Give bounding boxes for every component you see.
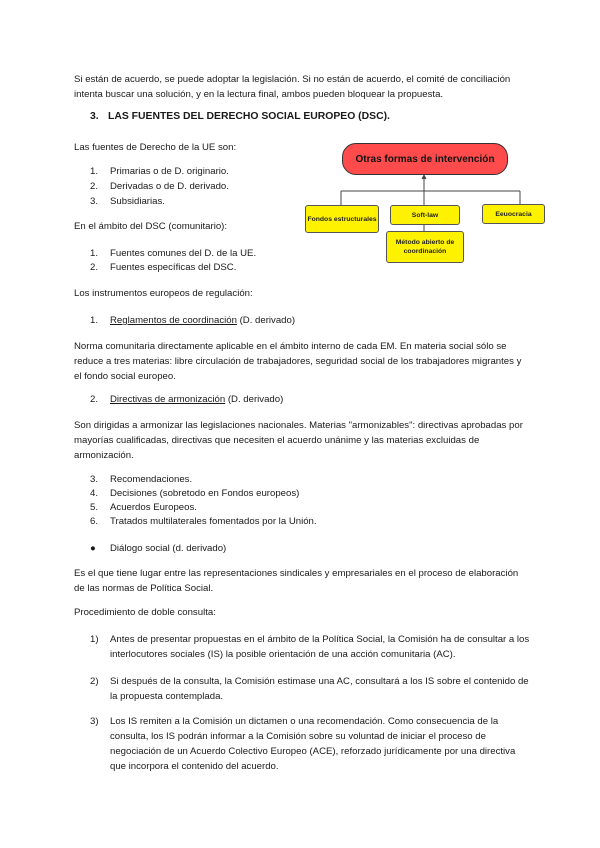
list-item: 4. Decisiones (sobretodo en Fondos europeos) [90, 488, 300, 499]
instrumento-2: 2. Directivas de armonización (D. derivado) [90, 394, 284, 405]
ambito-intro: En el ámbito del DSC (comunitario): [74, 221, 228, 232]
section-number: 3. [90, 111, 99, 122]
list-item: 3. Recomendaciones. [90, 474, 193, 485]
fuentes-intro: Las fuentes de Derecho de la UE son: [74, 142, 237, 153]
instrumento-2-title: Directivas de armonización [110, 394, 226, 405]
instrumentos-intro: Los instrumentos europeos de regulación: [74, 288, 253, 299]
instrumento-2-description: Son dirigidas a armonizar las legislaciones nacionales. Materias "armonizables": directivas aprobadas por mayorías cualificadas, directivas que necesiten el acuerdo unánime y las materias excluidas de armonización. [74, 420, 523, 461]
diagram-node-metodo: Método abierto de coordinación [386, 231, 464, 263]
section-title: LAS FUENTES DEL DERECHO SOCIAL EUROPEO (DSC). [108, 111, 390, 122]
procedimiento-step: 3) Los IS remiten a la Comisión un dictamen o una recomendación. Como consecuencia de la consulta, los IS podrán informar a la Comisión sobre su voluntad de iniciar el proceso de negociación de un Acuerdo Colectivo Europeo (ACE), reforzado jurídicamente por una directiva que incorpora el contenido del acuerdo. [90, 716, 516, 772]
list-item: 5. Acuerdos Europeos. [90, 502, 197, 513]
list-item: 6. Tratados multilaterales fomentados por la Unión. [90, 516, 317, 527]
bullet: ● [90, 543, 96, 554]
instrumento-1-title: Reglamentos de coordinación [110, 315, 237, 326]
procedimiento-title: Procedimiento de doble consulta: [74, 607, 216, 618]
diagram-node-fondos: Fondos estructurales [305, 205, 379, 233]
list-item: 2. Derivadas o de D. derivado. [90, 181, 229, 192]
instrumento-1: 1. Reglamentos de coordinación (D. derivado) [90, 315, 296, 326]
list-item: 1. Fuentes comunes del D. de la UE. [90, 248, 257, 259]
diagram-root-node: Otras formas de intervención [342, 143, 508, 175]
section-heading [90, 111, 390, 122]
procedimiento-step: 1) Antes de presentar propuestas en el ámbito de la Política Social, la Comisión ha de consultar a los interlocutores sociales (IS) la posible orientación de una acción comunitaria (AC). [90, 634, 530, 660]
list-item: 2. Fuentes específicas del DSC. [90, 262, 237, 273]
list-item: 1. Primarias o de D. originario. [90, 166, 229, 177]
instrumento-1-description: Norma comunitaria directamente aplicable en el ámbito interno de cada EM. En materia social sólo se reduce a tres materias: libre circulación de trabajadores, seguridad social de los trabajadores migrantes y el fondo social europeo. [74, 341, 522, 382]
procedimiento-step: 2) Si después de la consulta, la Comisión estimase una AC, consultará a los IS sobre el contenido de la propuesta contemplada. [90, 676, 529, 702]
dialogo-description: Es el que tiene lugar entre las representaciones sindicales y empresariales en el proceso de elaboración de las normas de Política Social. [74, 568, 519, 594]
list-item: 3. Subsidiarias. [90, 196, 165, 207]
intervention-diagram [302, 143, 548, 265]
dialogo-item: ● Diálogo social (d. derivado) [90, 543, 227, 554]
diagram-node-softlaw: Soft-law [390, 205, 460, 225]
intro-paragraph: Si están de acuerdo, se puede adoptar la legislación. Si no están de acuerdo, el comité de conciliación intenta buscar una solución, y en la lectura final, ambos pueden bloquear la propuesta. [74, 74, 511, 100]
diagram-node-eurocracia: Eeuocracia [482, 204, 545, 224]
